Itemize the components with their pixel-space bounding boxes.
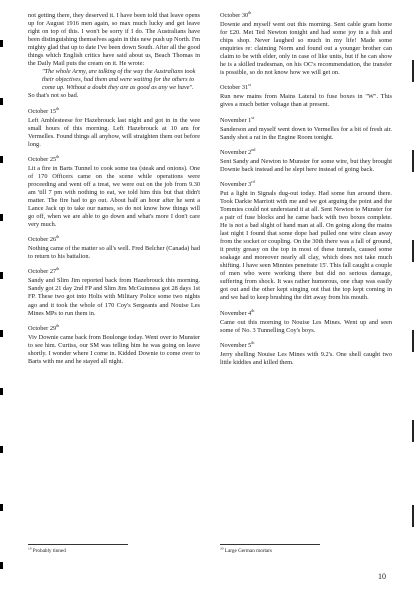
- binding-holes-left: [0, 0, 5, 599]
- diary-entry: [220, 9, 392, 77]
- entry-text: Left Amblesteese for Hazebrouck last night and got in in the wee small hours of this morning. Left Hazebrouck at 10 am for Vermelles. Found things all anyhow, will straighten them out before long.: [28, 116, 200, 148]
- binding-hole: [0, 330, 3, 337]
- entry-date: [28, 268, 200, 276]
- diary-entry: [220, 146, 392, 174]
- entry-date: [28, 322, 200, 333]
- intro-text: not getting there, they deserved it. I have been told that leave opens up for August 1916 men again, so max much lucky and get leave right on top of this. I won't be sorry if I do. The Australians have been distinguishing themselves again in this new push up North. I'm mighty glad that up to date I've been down South. After all the good things which English critics have said about us, Beach Thomas in the Daily Mail puts the cream on it. He wrote:: [28, 12, 201, 68]
- binding-mark: [412, 420, 414, 442]
- footnote-rule-left: [28, 544, 128, 545]
- entry-date-suffix: th: [56, 153, 60, 159]
- entry-date-text: October 27: [28, 268, 57, 276]
- binding-mark: [412, 150, 414, 172]
- diary-entry: [220, 84, 392, 109]
- binding-mark: [412, 240, 414, 262]
- diary-entry: [220, 307, 392, 335]
- binding-hole: [0, 504, 3, 511]
- entry-date-suffix: th: [251, 339, 255, 345]
- right-entries: [220, 9, 392, 367]
- binding-marks-right: [410, 0, 414, 599]
- binding-hole: [0, 98, 3, 105]
- left-column: [28, 12, 200, 373]
- diary-entry: [220, 178, 392, 303]
- binding-hole: [0, 214, 3, 221]
- binding-hole: [0, 40, 3, 47]
- entry-text: Sanderson and myself went down to Vermelles for a bit of fresh air. Sandy shot a rat in the Engine Room tonight.: [220, 125, 392, 141]
- binding-hole: [0, 562, 3, 569]
- entry-date-suffix: th: [56, 234, 60, 240]
- entry-date-text: October 26: [28, 236, 57, 244]
- entry-text: Came out this morning to Nouise Les Mines. Went up and seen some of No. 3 Tunnelling Coy's boys.: [220, 318, 392, 334]
- entry-date-suffix: st: [251, 114, 254, 120]
- page-number: 10: [378, 572, 386, 581]
- entry-date-suffix: th: [56, 322, 60, 328]
- entry-date: [220, 9, 392, 20]
- document-page: [22, 9, 392, 572]
- entry-date-text: November 2: [220, 148, 252, 156]
- entry-date-text: October 30: [220, 12, 249, 19]
- binding-mark: [412, 60, 414, 82]
- entry-date: [220, 178, 392, 189]
- binding-hole: [0, 272, 3, 279]
- entry-text: Sent Sandy and Newton to Munster for some wire, but they brought Downie back instead and he slept here instead of going back.: [220, 157, 392, 173]
- diary-entry: [28, 236, 200, 261]
- binding-hole: [0, 156, 3, 163]
- entry-text: Sandy and Slim Jim reported back from Hazebrouck this morning. Sandy got 21 day 2nd FP and Slim Jim McGuinness got 28 days 1st FP. These two got into Holts with Military Police some two nights ago and it took the whole of 170 Coy's Sergeants and Nouise Les Mines MPs to run them in.: [28, 277, 200, 317]
- entry-date-suffix: rd: [251, 178, 255, 184]
- entry-date-suffix: th: [56, 105, 60, 111]
- entry-date: [220, 339, 392, 350]
- intro-end-text: So that's not so bad.: [28, 92, 79, 100]
- diary-entry: [28, 268, 200, 317]
- footnote-left: [28, 548, 66, 554]
- entry-date: [28, 153, 200, 164]
- entry-text: Downie and myself went out this morning. Sent cable gram home for £20. Met Ted Newton tonight and had some joy in a fish and chips shop. Never laughed so much in my life! Made some enquiries re: claiming Norm and found out a younger brother can claim to be with elder, only in case of like units, but if he can show he is a skilled tradesman, on his OC's recommendation, the transfer is possible, so do not know how we will get on.: [220, 21, 392, 77]
- entry-text: Jerry shelling Nouise Les Mines with 9.2's. One shell caught two little kiddies and killed them.: [220, 350, 392, 366]
- entry-date-text: October 15: [28, 107, 57, 115]
- diary-entry: [220, 114, 392, 142]
- binding-hole: [0, 446, 3, 453]
- entry-date-suffix: nd: [251, 146, 256, 152]
- entry-text: Viv Downie came back from Boulonge today. Went over to Munster to see him. Curtiss, our SM was telling him he was going on leave shortly. I wonder where I come in. Kidded Downie to come over to Barts with me and he stayed all night.: [28, 333, 200, 365]
- entry-text: Lit a fire in Barts Tunnel to cook some tea (steak and onions). One of 170 Officers came on the scene while operations were proceeding and went off a treat, we were out on the job from 9.30 am 'till 7 pm with nothing to eat, we told him this but that didn't matter. The fire had to go out. About half an hour after he sent a Lance Jack up to take our names, so do not know how things will go off, when we are able to go down and what's more I don't care very much.: [28, 164, 200, 229]
- entry-date-text: October 25: [28, 155, 57, 163]
- entry-date-suffix: st: [248, 82, 251, 88]
- entry-date-text: November 5: [220, 341, 252, 349]
- entry-date-suffix: th: [251, 307, 255, 313]
- binding-mark: [412, 505, 414, 527]
- entry-date-suffix: th: [56, 266, 60, 272]
- diary-entry: [28, 153, 200, 229]
- entry-date: [220, 84, 392, 92]
- left-entries: [28, 105, 200, 366]
- footnote-rule-right: [220, 544, 320, 545]
- footnote-number: 19: [28, 546, 32, 551]
- diary-entry: [220, 339, 392, 367]
- footnote-text: Large German mortars: [224, 548, 272, 554]
- footnote-number: 20: [220, 546, 224, 551]
- entry-date-text: October 29: [28, 324, 57, 332]
- entry-date: [28, 105, 200, 116]
- entry-date: [220, 146, 392, 157]
- footnote-text: Probably tinned: [32, 548, 66, 554]
- entry-date-text: October 31: [220, 84, 249, 92]
- entry-text: Nothing came of the matter so all's well. Fred Belcher (Canada) had to return to his battalion.: [28, 245, 200, 261]
- entry-date: [28, 236, 200, 244]
- quote-text: "The whole Army, are talking of the way the Australians took their objectives, had them and were waiting for the others to come up. Without a doubt they are as good as any we have".: [42, 68, 196, 92]
- intro-entry: [28, 12, 200, 101]
- binding-mark: [412, 330, 414, 352]
- entry-date-text: November 3: [220, 180, 252, 188]
- diary-entry: [28, 322, 200, 366]
- footnote-right: [220, 548, 272, 554]
- entry-date: [220, 114, 392, 125]
- entry-date: [220, 307, 392, 318]
- right-column: [220, 9, 392, 374]
- entry-date-suffix: th: [248, 9, 252, 15]
- entry-date-text: November 4: [220, 309, 252, 317]
- entry-date-text: November 1: [220, 116, 252, 124]
- entry-text: Run new mains from Mains Lateral to fuse boxes in "W". This gives a much better voltage than at present.: [220, 93, 392, 109]
- diary-entry: [28, 105, 200, 149]
- entry-text: Put a light in Signals dug-out today. Had some fun around there. Took Darkie Marriott with me and we got arguing the point and the Tommies could not understand it at all. Sent Newton to Munster for a pair of fuse blocks and he came back with two boxes complete. He is not a bad slight of hand man at all. On going along the mains last night I found that some dope had pulled one wire clean away from the socket or coupling. On the 30th there was a fall of ground, it pretty greasy on the top in most of these tunnels, caused some soakage and moreover nearly all clay, which does not take much shifting. I have seen Minnies penetrate 15'. This fall caught a couple of men who were working there but did no serious damage, suffering from shock. It was rather humorous, one chap was easily got out and the other kept singing out that the top kept coming in and we had to keep brushing the dirt away from his mouth.: [220, 189, 392, 302]
- binding-hole: [0, 388, 3, 395]
